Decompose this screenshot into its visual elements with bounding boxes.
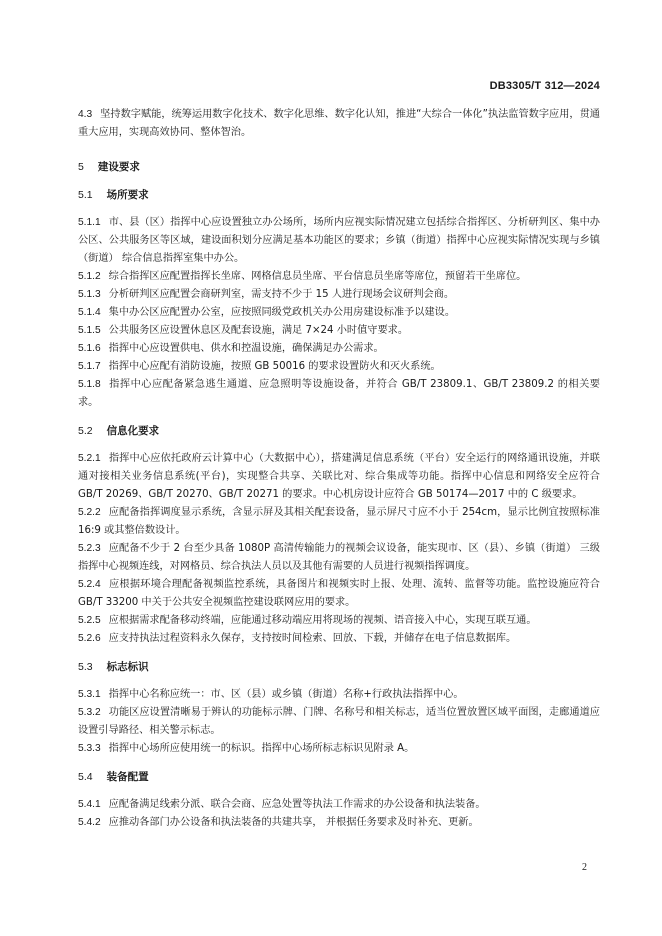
clause-number: 5.3.2	[78, 707, 101, 718]
clause-text: 功能区应设置清晰易于辨认的功能标示牌、门牌、名称号和相关标志，适当位置放置区域平面图，走廊通道应设置引导路径、相关警示标志。	[78, 707, 600, 736]
clause-text: 坚持数字赋能，统筹运用数字化技术、数字化思维、数字化认知，推进“大综合一体化”执法监管数字应用，贯通重大应用，实现高效协同、整体智治。	[78, 109, 600, 138]
clause-number: 5.1.7	[78, 361, 101, 372]
clause-number: 5.1.6	[78, 343, 101, 354]
document-body	[78, 106, 600, 832]
clause-paragraph	[78, 504, 600, 540]
clause-paragraph	[78, 450, 600, 504]
clause-text: 综合指挥区应配置指挥长坐席、网格信息员坐席、平台信息员坐席等席位，预留若干坐席位。	[108, 271, 527, 282]
clause-paragraph	[78, 704, 600, 740]
clause-text: 指挥中心场所应使用统一的标识。指挥中心场所标志标识见附录 A。	[108, 743, 415, 754]
clause-number: 5	[78, 161, 84, 173]
subsection-heading	[78, 768, 600, 786]
clause-text: 标志标识	[106, 661, 149, 673]
clause-text: 应根据需求配备移动终端，应能通过移动端应用将现场的视频、语音接入中心，实现互联互通。	[108, 615, 537, 626]
clause-paragraph	[78, 340, 600, 358]
clause-text: 应支持执法过程资料永久保存，支持按时间检索、回放、下载，并储存在电子信息数据库。	[108, 633, 517, 644]
clause-paragraph	[78, 214, 600, 268]
clause-text: 应推动各部门办公设备和执法装备的共建共享， 并根据任务要求及时补充、更新。	[108, 817, 479, 828]
clause-text: 应配备指挥调度显示系统，含显示屏及其相关配套设备，显示屏尺寸应不小于 254cm，显示比例宜按照标准 16:9 或其整倍数设计。	[78, 507, 600, 536]
document-code: DB3305/T 312—2024	[489, 80, 600, 92]
clause-paragraph	[78, 268, 600, 286]
clause-paragraph	[78, 106, 600, 142]
clause-text: 指挥中心应配有消防设施，按照 GB 50016 的要求设置防火和灭火系统。	[108, 361, 441, 372]
clause-number: 5.1.3	[78, 289, 101, 300]
clause-number: 5.2.2	[78, 507, 101, 518]
clause-paragraph	[78, 322, 600, 340]
section-heading	[78, 158, 600, 176]
clause-text: 应根据环境合理配备视频监控系统，具备图片和视频实时上报、处理、流转、监督等功能。监控设施应符合 GB/T 33200 中关于公共安全视频监控建设联网应用的要求。	[78, 579, 600, 608]
clause-paragraph	[78, 304, 600, 322]
subsection-heading	[78, 186, 600, 204]
clause-number: 5.3.3	[78, 743, 101, 754]
clause-paragraph	[78, 740, 600, 758]
clause-number: 5.4	[78, 771, 93, 783]
clause-paragraph	[78, 796, 600, 814]
clause-paragraph	[78, 286, 600, 304]
clause-paragraph	[78, 376, 600, 412]
page-number: 2	[582, 862, 587, 873]
clause-number: 5.2.1	[78, 453, 101, 464]
clause-text: 指挥中心名称应统一：市、区（县）或乡镇（街道）名称+行政执法指挥中心。	[108, 689, 464, 700]
clause-text: 信息化要求	[106, 425, 160, 437]
clause-paragraph	[78, 630, 600, 648]
clause-text: 分析研判区应配置会商研判室，需支持不少于 15 人进行现场会议研判会商。	[108, 289, 455, 300]
clause-number: 5.1.4	[78, 307, 101, 318]
subsection-heading	[78, 422, 600, 440]
clause-number: 5.4.2	[78, 817, 101, 828]
clause-number: 4.3	[78, 109, 93, 120]
clause-number: 5.1	[78, 189, 93, 201]
clause-text: 指挥中心应依托政府云计算中心（大数据中心），搭建满足信息系统（平台）安全运行的网络通讯设施，并联通对接相关业务信息系统(平台)，实现整合共享、关联比对、综合集成等功能。指挥中心信息和网络安全应符合 GB/T 20269、GB/T 20270、GB/T 20271 的要求。中心机房设计应符合 GB 50174—2017 中的 C 级要求。	[78, 453, 600, 500]
clause-number: 5.1.2	[78, 271, 101, 282]
clause-paragraph	[78, 358, 600, 376]
clause-paragraph	[78, 686, 600, 704]
clause-number: 5.2.4	[78, 579, 101, 590]
clause-text: 建设要求	[97, 161, 140, 173]
clause-paragraph	[78, 612, 600, 630]
clause-text: 集中办公区应配置办公室，应按照同级党政机关办公用房建设标准予以建设。	[108, 307, 456, 318]
clause-text: 指挥中心应配备紧急逃生通道、应急照明等设施设备，并符合 GB/T 23809.1、GB/T 23809.2 的相关要求。	[78, 379, 600, 408]
clause-paragraph	[78, 814, 600, 832]
clause-text: 应配备不少于 2 台至少具备 1080P 高清传输能力的视频会议设备，能实现市、区（县）、乡镇（街道） 三级指挥中心视频连线，对网格员、综合执法人员以及其他有需要的人员进行视频指挥调度。	[78, 543, 600, 572]
clause-number: 5.4.1	[78, 799, 101, 810]
clause-paragraph	[78, 540, 600, 576]
clause-number: 5.2	[78, 425, 93, 437]
clause-text: 应配备满足线索分派、联合会商、应急处置等执法工作需求的办公设备和执法装备。	[108, 799, 486, 810]
clause-number: 5.3	[78, 661, 93, 673]
clause-number: 5.3.1	[78, 689, 101, 700]
clause-number: 5.1.5	[78, 325, 101, 336]
clause-text: 场所要求	[106, 189, 149, 201]
subsection-heading	[78, 658, 600, 676]
clause-text: 指挥中心应设置供电、供水和控温设施，确保满足办公需求。	[108, 343, 384, 354]
clause-paragraph	[78, 576, 600, 612]
clause-number: 5.2.3	[78, 543, 101, 554]
clause-number: 5.1.8	[78, 379, 101, 390]
clause-number: 5.1.1	[78, 217, 101, 228]
clause-text: 装备配置	[106, 771, 149, 783]
clause-number: 5.2.5	[78, 615, 101, 626]
clause-text: 市、县（区）指挥中心应设置独立办公场所，场所内应视实际情况建立包括综合指挥区、分析研判区、集中办公区、公共服务区等区域，建设面积划分应满足基本功能区的要求；乡镇（街道）指挥中心应视实际情况实现与乡镇（街道） 综合信息指挥室集中办公。	[78, 217, 600, 264]
clause-number: 5.2.6	[78, 633, 101, 644]
clause-text: 公共服务区应设置休息区及配套设施，满足 7×24 小时值守要求。	[108, 325, 409, 336]
